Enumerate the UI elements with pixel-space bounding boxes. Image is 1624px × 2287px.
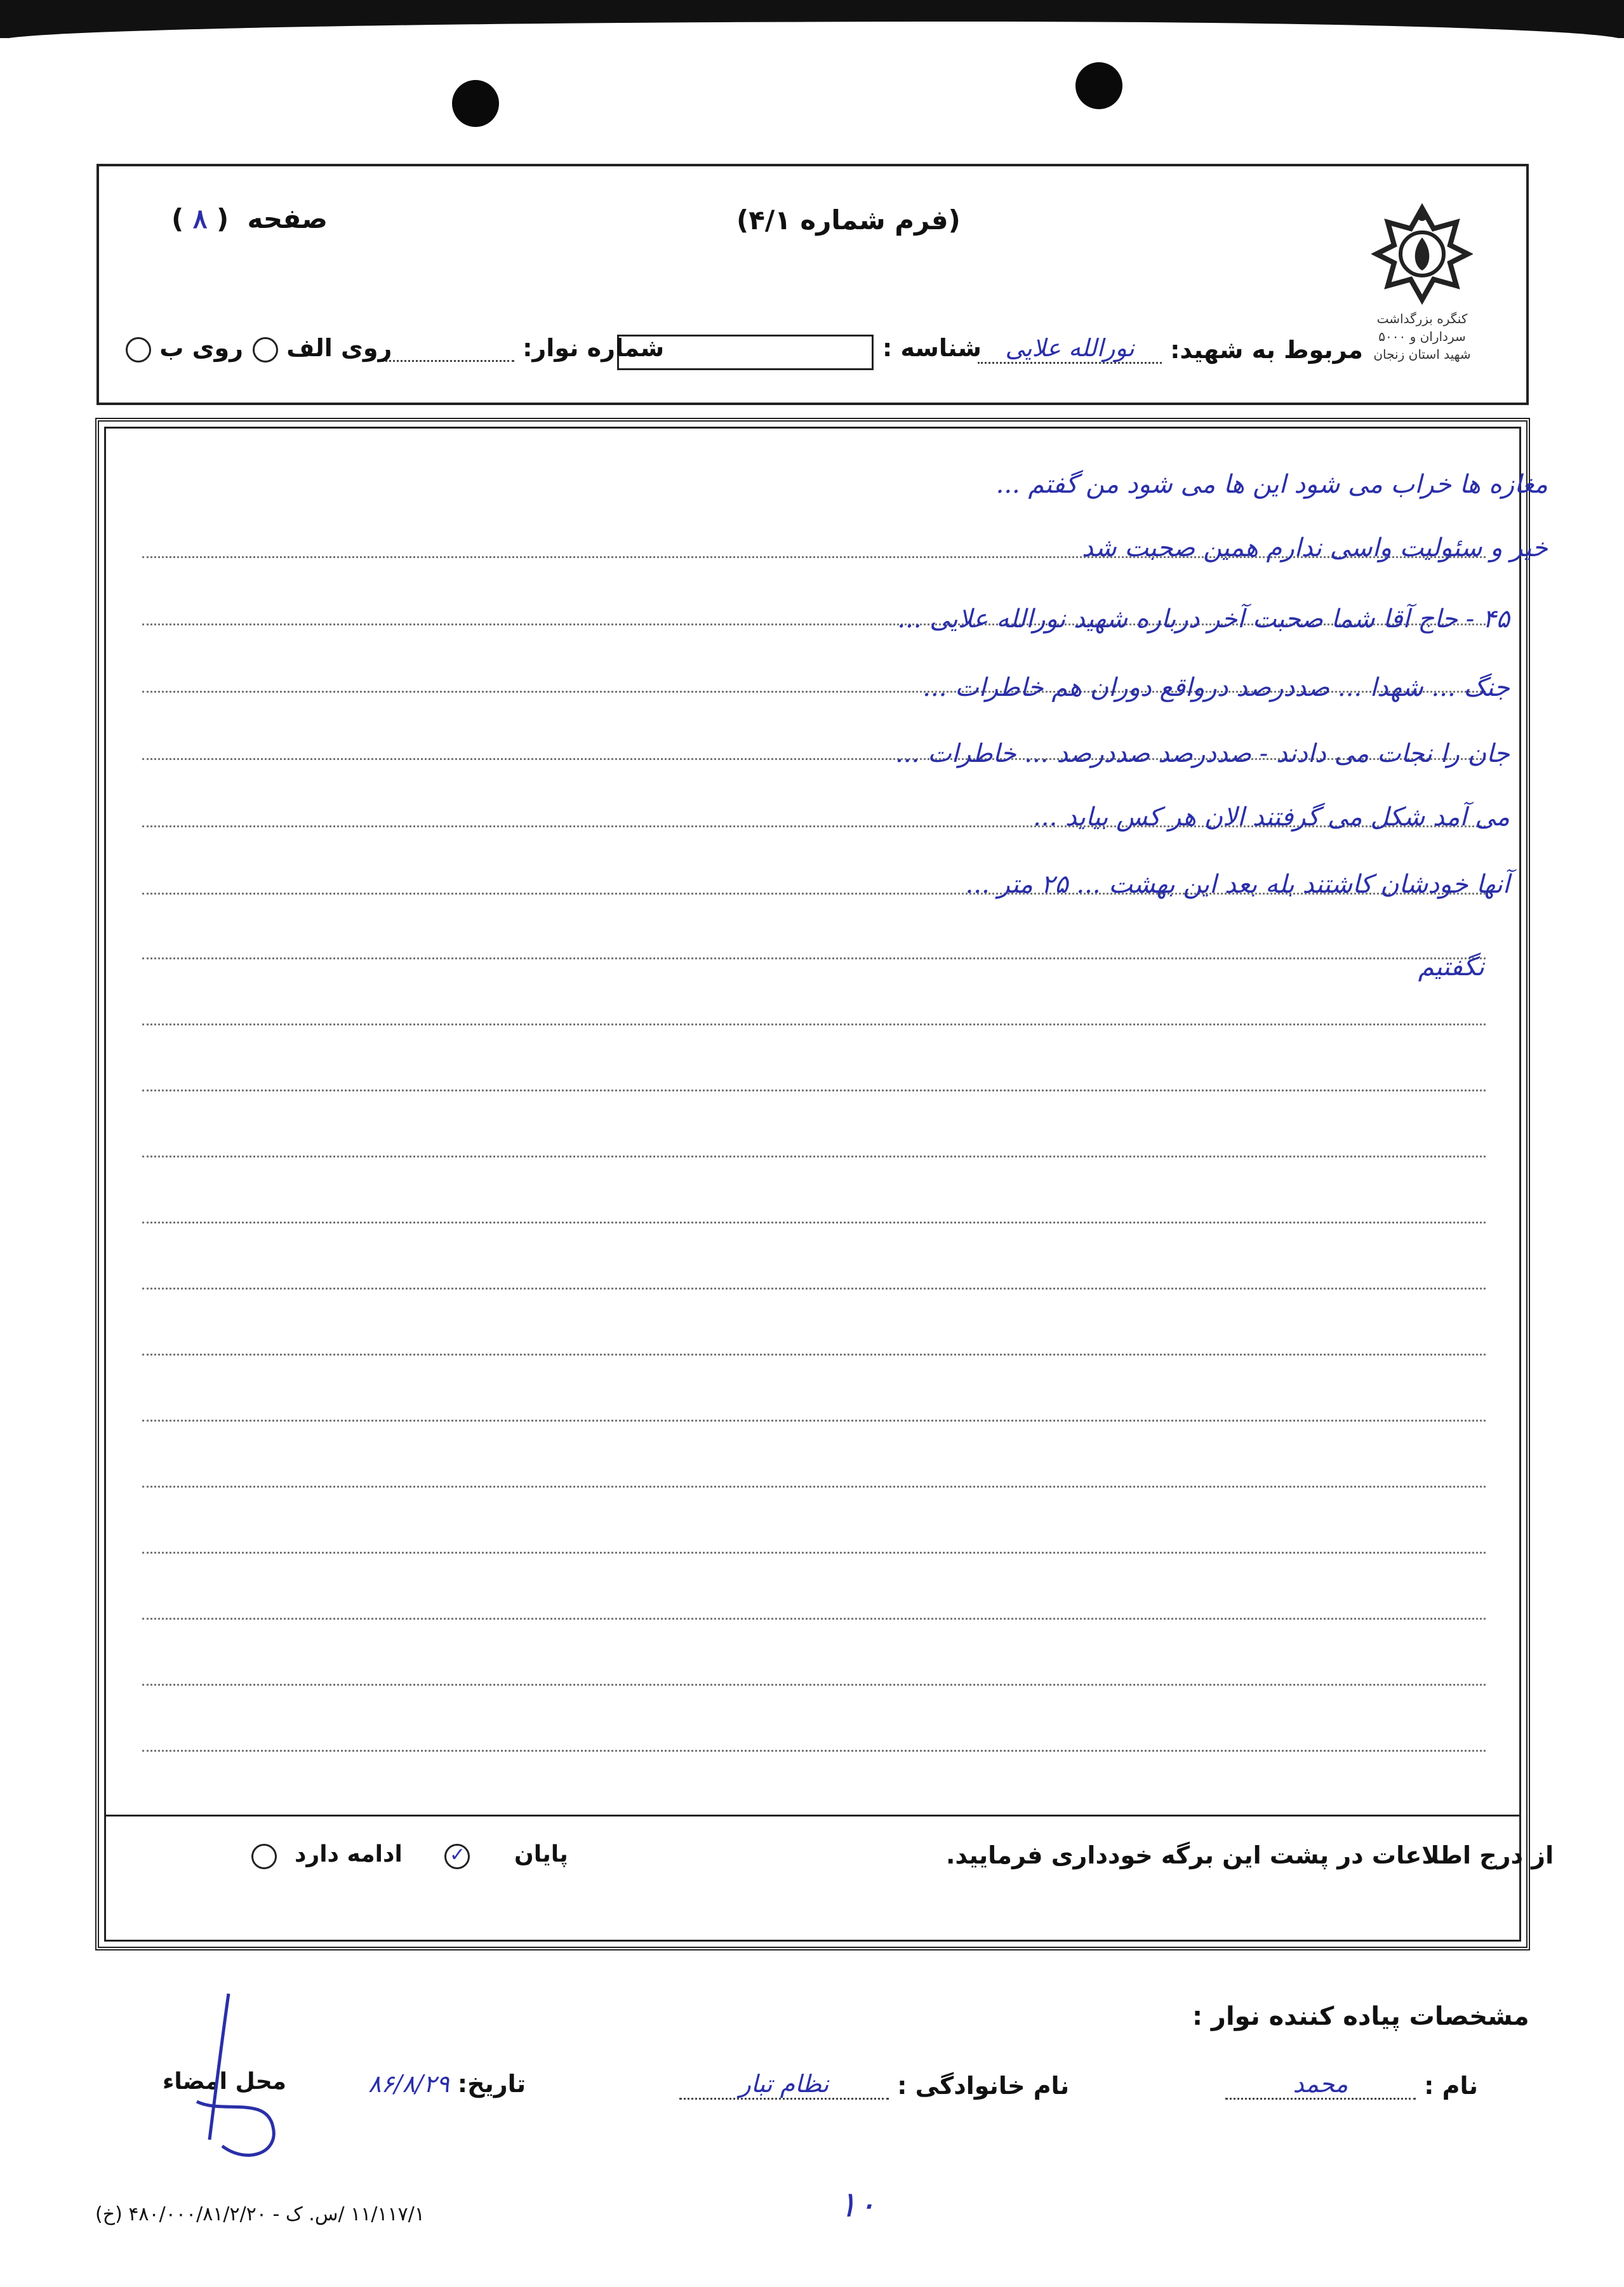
tape-label: شماره نوار: <box>522 334 665 362</box>
transcript-line-3: ۴۵ - حاج آقا شما صحبت آخر درباره شهید نورالله علایی ... <box>897 604 1510 634</box>
signature-label: محل امضاء <box>163 2069 286 2095</box>
ruled-line <box>142 1684 1486 1686</box>
punch-hole-left <box>452 80 499 127</box>
family-field <box>679 2070 1069 2100</box>
implementer-title: مشخصات پیاده کننده نوار : <box>1192 2002 1529 2031</box>
page-number: ۸ <box>192 203 208 234</box>
ruled-line <box>142 1354 1486 1356</box>
transcript-inner-frame <box>104 427 1521 1942</box>
transcript-line-4: جنگ ... شهدا ... صددرصد درواقع دوران هم خاطرات ... <box>922 673 1510 702</box>
form-code: ۱۱/۱۱۷/۱ /س. ک - ۴۸۰/۰۰۰/۸۱/۲/۲۰ (خ) <box>95 2203 425 2225</box>
side-a-radio[interactable] <box>253 337 278 363</box>
side-b-radio[interactable] <box>126 337 151 363</box>
footer-divider <box>104 1815 1521 1817</box>
date-field <box>368 2070 526 2098</box>
ruled-line <box>142 1618 1486 1620</box>
ruled-line <box>142 1552 1486 1554</box>
ruled-line <box>142 1090 1486 1091</box>
continues-label: ادامه دارد <box>295 1841 403 1867</box>
end-label: پایان <box>514 1841 568 1867</box>
form-title: (فرم شماره ۴/۱) <box>736 204 961 236</box>
martyr-label: مربوط به شهید: <box>1170 336 1363 364</box>
martyr-field <box>978 334 1363 364</box>
ruled-line <box>142 1288 1486 1290</box>
name-label: نام : <box>1424 2072 1479 2100</box>
logo-caption: کنگره بزرگداشت سرداران و ۵۰۰۰ شهید استان زنجان <box>1373 311 1471 362</box>
side-b-label: روی ب <box>159 334 243 362</box>
end-checked-icon: ✓ <box>449 1844 466 1866</box>
tape-field <box>381 334 664 362</box>
page-scrawl: ۱۰ <box>838 2184 877 2225</box>
date-value: ۸۶/۸/۲۹ <box>368 2070 449 2098</box>
ruled-line <box>142 1486 1486 1488</box>
back-side-note: از درج اطلاعات در پشت این برگه خودداری فرمایید. <box>946 1841 1554 1869</box>
name-field <box>1225 2070 1478 2100</box>
id-label: شناسه : <box>882 334 982 362</box>
transcript-line-5: جان را نجات می دادند - صددرصد صددرصد ... خاطرات ... <box>895 739 1510 768</box>
torn-top-edge <box>0 0 1624 38</box>
transcript-line-2: خیر و سئولیت واسی ندارم همین صحبت شد <box>1082 533 1548 563</box>
date-label: تاریخ: <box>457 2070 526 2098</box>
page-label-text: صفحه <box>247 203 328 234</box>
transcript-line-7: آنها خودشان کاشتند بله بعد این بهشت ... ۲۵ متر ... <box>965 870 1510 899</box>
continues-radio[interactable] <box>251 1844 277 1869</box>
ruled-line <box>142 957 1486 959</box>
side-a-label: روی الف <box>286 334 392 362</box>
ruled-line <box>142 1222 1486 1224</box>
ruled-line <box>142 1750 1486 1752</box>
ruled-line <box>142 1023 1486 1025</box>
family-value: نظام تبار <box>739 2070 829 2098</box>
name-value: محمد <box>1293 2070 1348 2098</box>
family-label: نام خانوادگی : <box>897 2072 1070 2100</box>
side-a-option[interactable] <box>253 334 392 363</box>
ruled-line <box>142 1420 1486 1422</box>
transcript-line-6: می آمد شکل می گرفتند الان هر کس بیاید ... <box>1033 803 1510 832</box>
signature-scrawl-icon <box>171 1987 298 2178</box>
ruled-line <box>142 1156 1486 1157</box>
transcript-line-1: مغازه ها خراب می شود این ها می شود من گفتم ... <box>995 470 1548 499</box>
page-number-label: صفحه ( ۸ ) <box>171 203 328 234</box>
punch-hole-right <box>1075 62 1122 109</box>
congress-logo-icon <box>1371 203 1473 305</box>
transcript-line-8: نگفتیم <box>1418 952 1484 982</box>
side-b-option[interactable] <box>126 334 243 363</box>
martyr-value: نورالله علایی <box>1005 334 1135 362</box>
